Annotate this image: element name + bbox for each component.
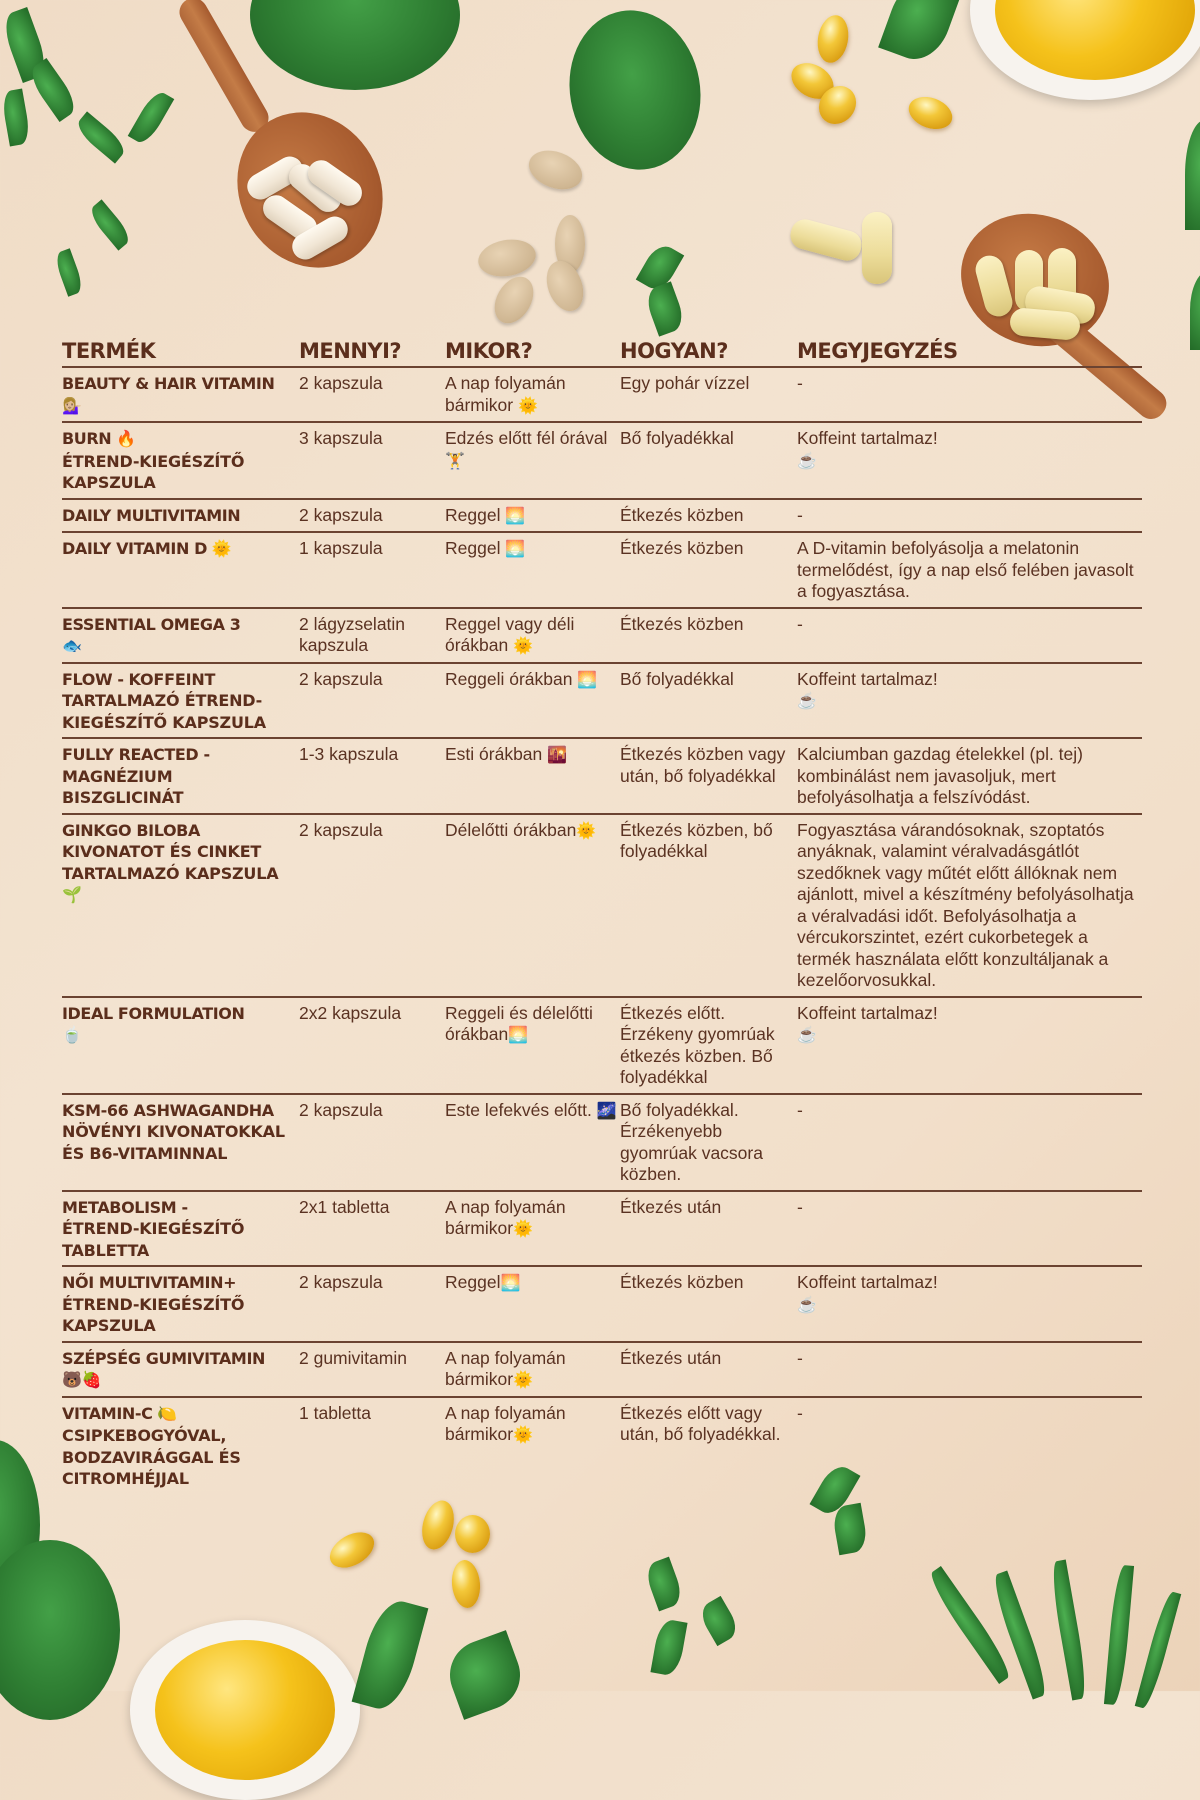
table-row xyxy=(62,499,1142,533)
note-cell: Kalciumban gazdag ételekkel (pl. tej) kombinálást nem javasoljuk, mert befolyásolhatja a felszívódást. xyxy=(797,738,1142,814)
coffee-cup-icon: ☕ xyxy=(797,452,817,470)
capsule-icon xyxy=(787,216,864,264)
header-product: TERMÉK xyxy=(62,335,299,367)
how-cell: Étkezés előtt. Érzékeny gyomrúak étkezés közben. Bő folyadékkal xyxy=(620,997,797,1094)
note-cell: Koffeint tartalmaz! ☕ xyxy=(797,997,1142,1094)
product-description: ÉTREND-KIEGÉSZÍTŐ KAPSZULA xyxy=(62,1294,245,1335)
large-leaf-icon xyxy=(0,1540,120,1720)
note-cell: - xyxy=(797,499,1142,533)
when-cell: Reggeli és délelőtti órákban🌅 xyxy=(445,997,620,1094)
fern-leaf-icon xyxy=(25,58,81,122)
product-cell xyxy=(62,532,299,608)
fern-leaf-icon xyxy=(53,248,85,296)
amount-cell: 2 kapszula xyxy=(299,499,445,533)
sun-icon: 🌞 xyxy=(513,1221,533,1238)
fern-leaf-icon xyxy=(86,199,133,250)
sun-icon: 🌞 xyxy=(513,1427,533,1444)
amount-cell: 1-3 kapszula xyxy=(299,738,445,814)
product-name: FULLY REACTED - xyxy=(62,745,210,764)
table-header-row xyxy=(62,335,1142,367)
note-cell: Koffeint tartalmaz! ☕ xyxy=(797,422,1142,499)
table-row xyxy=(62,663,1142,739)
product-name: ESSENTIAL OMEGA 3 xyxy=(62,614,241,634)
table-row xyxy=(62,997,1142,1094)
product-description: KIVONATOT ÉS CINKET TARTALMAZÓ KAPSZULA xyxy=(62,842,279,883)
sunrise-icon: 🌅 xyxy=(577,671,598,689)
supplement-usage-table xyxy=(62,335,1142,1494)
product-name: NŐI MULTIVITAMIN+ xyxy=(62,1273,237,1292)
when-cell: Esti órákban 🌇 xyxy=(445,738,620,814)
tablet-icon xyxy=(487,270,541,330)
lemon-icon: 🍋 xyxy=(157,1405,178,1423)
seedling-icon: 🌱 xyxy=(62,887,82,904)
leaf-icon xyxy=(878,0,962,68)
product-name: METABOLISM - xyxy=(62,1197,188,1217)
clover-leaf-icon xyxy=(650,1618,687,1677)
sun-icon: 🌞 xyxy=(517,397,538,415)
coffee-cup-icon: ☕ xyxy=(797,693,817,710)
product-description: KOFFEINT TARTALMAZÓ ÉTREND-KIEGÉSZÍTŐ KAPSZULA xyxy=(62,669,266,732)
note-cell: A D-vitamin befolyásolja a melatonin termelődést, így a nap első felében javasolt a fogyasztása. xyxy=(797,532,1142,608)
softgel-icon xyxy=(417,1497,459,1553)
amount-cell: 2x1 tabletta xyxy=(299,1191,445,1267)
clover-leaf-icon xyxy=(696,1596,741,1646)
product-name: VITAMIN-C xyxy=(62,1403,153,1423)
table-row xyxy=(62,1191,1142,1267)
clover-leaf-icon xyxy=(831,1503,869,1555)
sunrise-icon: 🌅 xyxy=(508,1027,529,1044)
product-name: DAILY MULTIVITAMIN xyxy=(62,505,241,525)
product-cell xyxy=(62,1342,299,1397)
large-leaf-icon xyxy=(250,0,460,90)
capsule-icon xyxy=(862,212,892,284)
softgel-icon xyxy=(455,1515,490,1553)
bear-strawberry-icon: 🐻🍓 xyxy=(62,1372,102,1389)
coffee-cup-icon: ☕ xyxy=(797,1296,817,1314)
fern-leaf-icon xyxy=(0,89,31,147)
how-cell: Étkezés közben xyxy=(620,608,797,663)
softgels-bowl-icon xyxy=(155,1640,335,1780)
fern-leaf-icon xyxy=(73,111,129,163)
note-cell: - xyxy=(797,1402,803,1423)
note-cell: Fogyasztása várandósoknak, szoptatós anyáknak, valamint véralvadásgátlót szedőknek vagy műtét előtt állóknak nem ajánlott, mivel a készítmény befolyásolhatja a véralvadási időt. Befolyásolhatja a vércukorszintet, ezért cukorbetegek a termék használata előtt konzultáljanak a kezelőorvosukkal. xyxy=(797,814,1142,997)
how-cell: Bő folyadékkal xyxy=(620,663,797,739)
product-description: ÉTREND-KIEGÉSZÍTŐ TABLETTA xyxy=(62,1219,245,1260)
how-cell: Étkezés előtt vagy után, bő folyadékkal. xyxy=(620,1402,781,1444)
product-name: BURN xyxy=(62,429,112,448)
product-cell xyxy=(62,1094,299,1191)
fire-icon: 🔥 xyxy=(116,431,137,448)
amount-cell: 1 kapszula xyxy=(299,532,445,608)
grass-blade-icon xyxy=(1135,1590,1182,1710)
how-cell: Bő folyadékkal. Érzékenyebb gyomrúak vacsora közben. xyxy=(620,1094,797,1191)
amount-cell: 2 kapszula xyxy=(299,1266,445,1342)
product-name: IDEAL FORMULATION xyxy=(62,1003,245,1023)
softgel-icon xyxy=(324,1525,381,1575)
sun-icon: 🌞 xyxy=(211,541,232,558)
how-cell: Étkezés közben, bő folyadékkal xyxy=(620,814,797,997)
when-cell: Reggel 🌅 xyxy=(445,532,620,608)
product-description: NÖVÉNYI KIVONATOKKAL ÉS B6-VITAMINNAL xyxy=(62,1122,285,1163)
when-cell: A nap folyamán bármikor🌞 xyxy=(445,1191,620,1267)
tablet-icon xyxy=(475,235,538,281)
table-row xyxy=(62,367,1142,422)
header-when: MIKOR? xyxy=(445,335,620,367)
table-row xyxy=(62,608,1142,663)
product-cell xyxy=(62,499,299,533)
amount-cell: 2 kapszula xyxy=(299,814,445,997)
amount-cell: 2 gumivitamin xyxy=(299,1342,445,1397)
how-cell: Étkezés közben xyxy=(620,532,797,608)
amount-cell: 2x2 kapszula xyxy=(299,997,445,1094)
header-note: MEGYJEGYZÉS xyxy=(797,335,1142,367)
fern-leaf-icon xyxy=(128,88,175,147)
milky-way-icon: 🌌 xyxy=(596,1102,617,1120)
product-name: GINKGO BILOBA xyxy=(62,820,200,840)
amount-cell: 1 tabletta xyxy=(299,1402,371,1423)
note-cell: - xyxy=(797,1342,1142,1397)
when-cell: Reggeli órákban 🌅 xyxy=(445,663,620,739)
when-cell: A nap folyamán bármikor🌞 xyxy=(445,1402,566,1444)
product-description: ÉTREND-KIEGÉSZÍTŐ KAPSZULA xyxy=(62,451,245,492)
table-row xyxy=(62,814,1142,997)
sunrise-icon: 🌅 xyxy=(505,507,526,525)
clover-leaf-icon xyxy=(643,281,688,336)
softgel-icon xyxy=(450,1559,482,1609)
table-body xyxy=(62,367,1142,1494)
usage-table xyxy=(62,335,1142,1494)
when-cell: Reggel vagy déli órákban 🌞 xyxy=(445,608,620,663)
how-cell: Étkezés közben vagy után, bő folyadékkal xyxy=(620,738,797,814)
tablet-icon xyxy=(524,144,588,197)
sun-icon: 🌞 xyxy=(513,638,534,655)
how-cell: Étkezés után xyxy=(620,1342,797,1397)
amount-cell: 3 kapszula xyxy=(299,422,445,499)
product-name: SZÉPSÉG GUMIVITAMIN xyxy=(62,1348,265,1368)
note-cell: Koffeint tartalmaz! ☕ xyxy=(797,1266,1142,1342)
leaf-icon xyxy=(440,1630,530,1720)
product-cell xyxy=(62,422,299,499)
amount-cell: 2 kapszula xyxy=(299,663,445,739)
table-row xyxy=(62,1397,1142,1494)
when-cell: Délelőtti órákban🌞 xyxy=(445,814,620,997)
amount-cell: 2 kapszula xyxy=(299,367,445,422)
how-cell: Étkezés közben xyxy=(620,499,797,533)
when-cell: Reggel🌅 xyxy=(445,1266,620,1342)
table-row xyxy=(62,1094,1142,1191)
woman-tipping-hand-icon: 💁🏼‍♀️ xyxy=(62,397,82,415)
table-row xyxy=(62,1342,1142,1397)
when-cell: A nap folyamán bármikor🌞 xyxy=(445,1342,620,1397)
note-cell: Koffeint tartalmaz! ☕ xyxy=(797,663,1142,739)
softgel-icon xyxy=(904,91,957,135)
note-cell: - xyxy=(797,608,1142,663)
softgel-icon xyxy=(814,13,852,65)
table-row xyxy=(62,738,1142,814)
note-cell: - xyxy=(797,1094,1142,1191)
how-cell: Étkezés után xyxy=(620,1191,797,1267)
note-cell: - xyxy=(797,1191,1142,1267)
sun-icon: 🌞 xyxy=(513,1372,533,1389)
when-cell: Reggel 🌅 xyxy=(445,499,620,533)
fish-icon: 🐟 xyxy=(62,638,82,655)
leaf-icon xyxy=(1190,270,1200,350)
product-description: MAGNÉZIUM BISZGLICINÁT xyxy=(62,766,184,807)
how-cell: Bő folyadékkal xyxy=(620,422,797,499)
weightlifter-icon: 🏋️ xyxy=(445,452,465,470)
sun-icon: 🌞 xyxy=(576,822,597,840)
leaf-icon xyxy=(352,1595,429,1714)
product-description: CSIPKEBOGYÓVAL, BODZAVIRÁGGAL ÉS CITROMHÉJJAL xyxy=(62,1426,241,1488)
product-cell xyxy=(62,1266,299,1342)
amount-cell: 2 lágyzselatin kapszula xyxy=(299,608,445,663)
product-name: FLOW - xyxy=(62,669,124,689)
when-cell: Edzés előtt fél órával🏋️ xyxy=(445,422,620,499)
green-drink-icon: 🍵 xyxy=(62,1027,82,1044)
coffee-cup-icon: ☕ xyxy=(797,1027,817,1044)
grass-blade-icon xyxy=(1048,1560,1090,1701)
when-cell: A nap folyamán bármikor 🌞 xyxy=(445,367,620,422)
header-amount: MENNYI? xyxy=(299,335,445,367)
sunrise-icon: 🌅 xyxy=(500,1275,521,1292)
product-cell xyxy=(62,738,299,814)
sunrise-icon: 🌅 xyxy=(505,541,526,558)
product-cell xyxy=(62,814,299,997)
how-cell: Étkezés közben xyxy=(620,1266,797,1342)
product-name: KSM-66 ASHWAGANDHA xyxy=(62,1100,274,1120)
grass-blade-icon xyxy=(1104,1564,1134,1705)
product-cell xyxy=(62,663,299,739)
tablet-icon xyxy=(540,256,590,316)
when-cell: Este lefekvés előtt. 🌌 xyxy=(445,1094,620,1191)
product-cell xyxy=(62,367,299,422)
how-cell: Egy pohár vízzel xyxy=(620,367,797,422)
table-row xyxy=(62,422,1142,499)
clover-leaf-icon xyxy=(643,1557,686,1612)
note-cell: - xyxy=(797,367,1142,422)
header-how: HOGYAN? xyxy=(620,335,797,367)
table-row xyxy=(62,532,1142,608)
leaf-icon xyxy=(1185,120,1200,230)
product-name: BEAUTY & HAIR VITAMIN xyxy=(62,374,275,393)
product-cell xyxy=(62,997,299,1094)
round-leaf-icon xyxy=(557,0,713,180)
city-sunset-icon: 🌇 xyxy=(547,747,568,764)
product-cell xyxy=(62,1397,299,1494)
product-cell xyxy=(62,608,299,663)
product-cell xyxy=(62,1191,299,1267)
product-name: DAILY VITAMIN D xyxy=(62,539,207,558)
amount-cell: 2 kapszula xyxy=(299,1094,445,1191)
table-row xyxy=(62,1266,1142,1342)
